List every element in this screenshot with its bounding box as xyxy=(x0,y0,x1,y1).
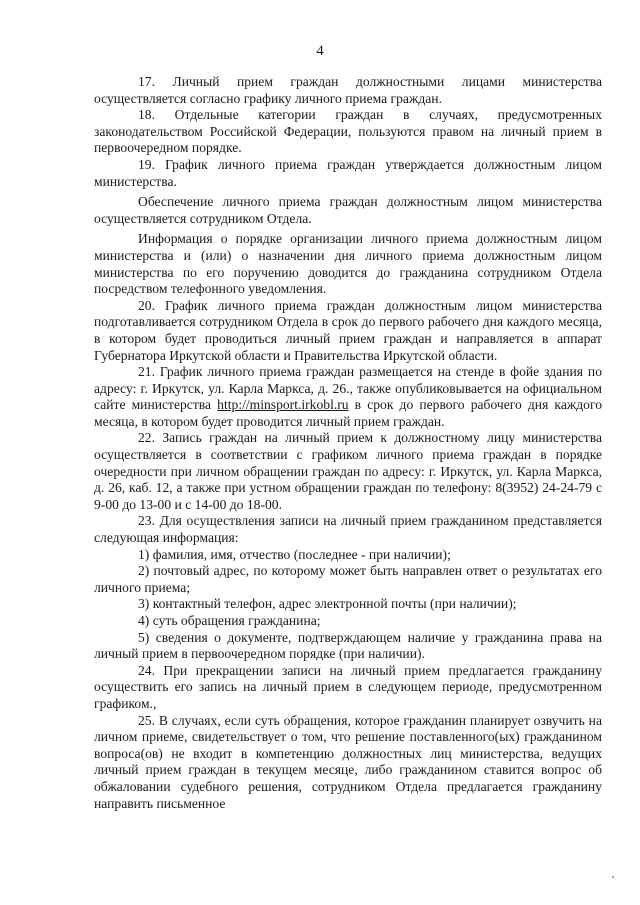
list-item-3: 3) контактный телефон, адрес электронной почты (при наличии); xyxy=(138,596,517,612)
document-body xyxy=(94,74,602,812)
ministry-website-link[interactable]: http://minsport.irkobl.ru xyxy=(217,397,349,413)
list-item-2: 2) почтовый адрес, по которому может быть направлен ответ о результатах его личного приема; xyxy=(94,563,602,595)
paragraph-23: 23. Для осуществления записи на личный прием гражданином представляется следующая информация: xyxy=(94,513,602,546)
paragraph-21-text-after: в срок до первого рабочего дня каждого месяца, в котором будет проводится личный прием граждан. xyxy=(94,397,603,429)
paragraph-21 xyxy=(94,364,602,430)
paragraph-19: 19. График личного приема граждан утверждается должностным лицом министерства. xyxy=(94,156,602,189)
paragraph-18: 18. Отдельные категории граждан в случаях, предусмотренных законодательством Российской Федерации, пользуются правом на личный прием в первоочередном порядке. xyxy=(94,107,602,156)
paragraph-21-text-before: 21. График личного приема граждан размещается на стенде в фойе здания по адресу: г. Иркутск, ул. Карла Маркса, д. 26., также опубликовывается на официальном сайте министерства xyxy=(94,364,602,413)
paragraph-reception-info: Информация о порядке организации личного приема должностным лицом министерства и (или) о назначении дня личного приема должностным лицом министерства по его поручению доводится до гражданина сотрудником Отдела посредством телефонного уведомления. xyxy=(94,231,602,297)
scan-speck xyxy=(612,876,614,878)
paragraph-22: 22. Запись граждан на личный прием к должностному лицу министерства осуществляется в соответствии с графиком личного приема граждан в порядке очередности при личном обращении граждан по адресу: г. Иркутск, ул. Карла Маркса, д. 26, каб. 12, а также при устном обращении граждан по телефону: 8(3952) 24-24-79 с 9-00 до 13-00 и с 14-00 до 18-00. xyxy=(94,430,602,512)
page-number: 4 xyxy=(316,43,324,59)
paragraph-24: 24. При прекращении записи на личный прием предлагается гражданину осуществить его запись на личный прием в следующем периоде, предусмотренном графиком., xyxy=(94,662,602,711)
paragraph-20: 20. График личного приема граждан должностным лицом министерства подготавливается сотрудником Отдела в срок до первого рабочего дня каждого месяца, в котором будет проводиться личный прием граждан и направляется в аппарат Губернатора Иркутской области и Правительства Иркутской области. xyxy=(94,297,602,363)
paragraph-reception-provision: Обеспечение личного приема граждан должностным лицом министерства осуществляется сотрудником Отдела. xyxy=(94,194,602,226)
list-item-1: 1) фамилия, имя, отчество (последнее - при наличии); xyxy=(138,546,451,562)
list-item-5: 5) сведения о документе, подтверждающем наличие у гражданина права на личный прием в первоочередном порядке (при наличии). xyxy=(94,629,602,662)
list-item-4: 4) суть обращения гражданина; xyxy=(138,613,321,628)
paragraph-25: 25. В случаях, если суть обращения, которое гражданин планирует озвучить на личном приеме, свидетельствует о том, что решение поставленного(ых) гражданином вопроса(ов) не входит в компетенцию должностных лиц министерства, ведущих личный прием граждан в текущем месяце, либо гражданином ставится вопрос об обжаловании судебного решения, сотрудником Отдела предлагается гражданину направить письменное xyxy=(94,712,602,811)
paragraph-17: 17. Личный прием граждан должностными лицами министерства осуществляется согласно графику личного приема граждан. xyxy=(94,74,602,106)
